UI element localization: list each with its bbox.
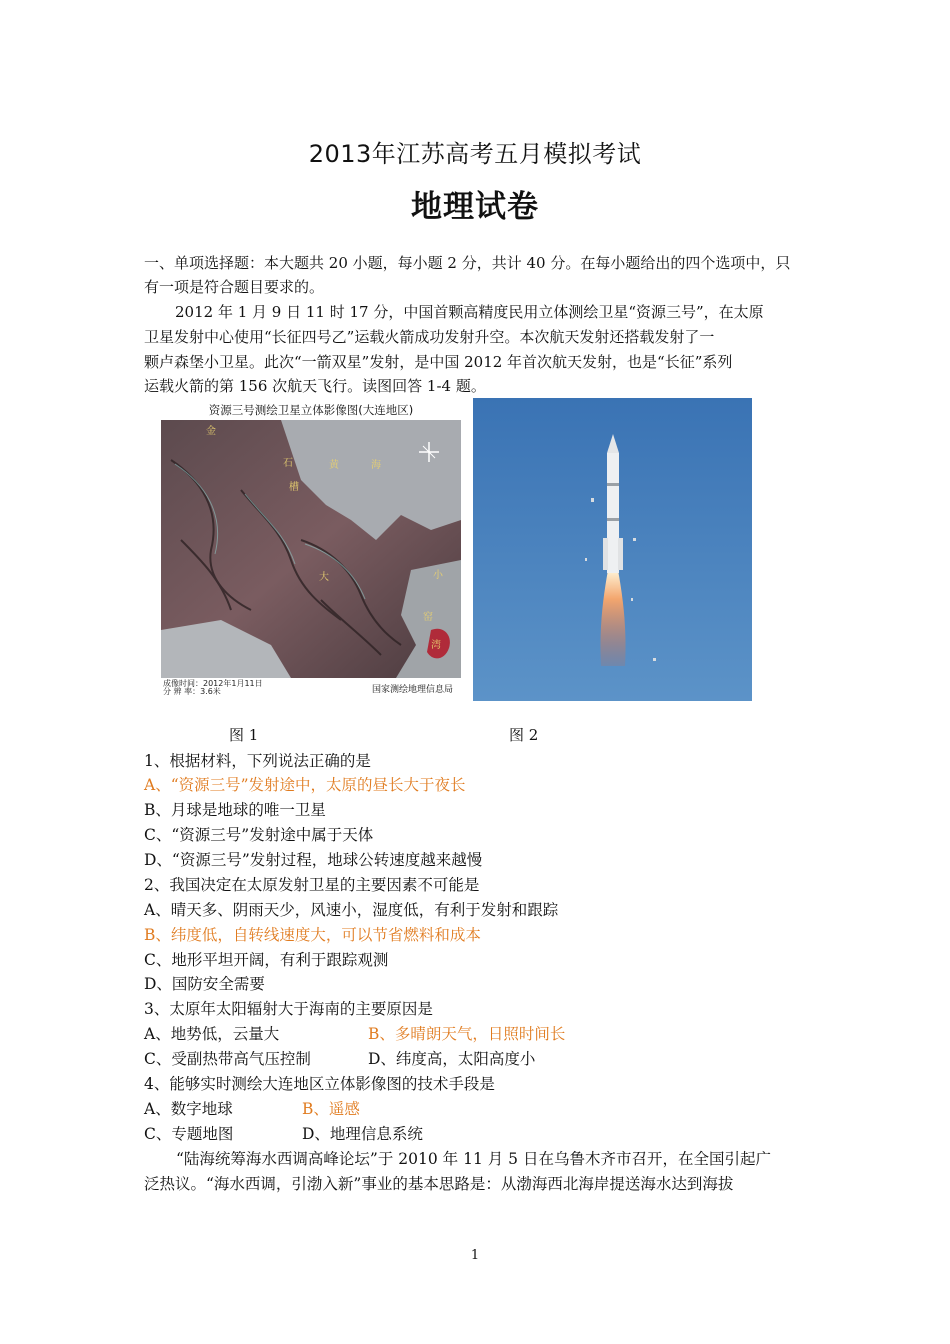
question-stem: 2、我国决定在太原发射卫星的主要因素不可能是 — [144, 876, 480, 894]
map-label: 湾 — [431, 640, 441, 651]
question-stem: 3、太原年太阳辐射大于海南的主要原因是 — [144, 1000, 433, 1018]
satellite-image — [161, 420, 461, 678]
answer-option: D、纬度高，太阳高度小 — [368, 1050, 536, 1068]
passage-line1: 2012 年 1 月 9 日 11 时 17 分，中国首颗高精度民用立体测绘卫星“资源三号”，在太原 — [175, 303, 764, 321]
figure1-satellite-map — [161, 402, 461, 696]
question-stem: 1、根据材料，下列说法正确的是 — [144, 752, 371, 770]
question-stem: 4、能够实时测绘大连地区立体影像图的技术手段是 — [144, 1075, 495, 1093]
answer-option: B、月球是地球的唯一卫星 — [144, 801, 326, 819]
map-label: 金 — [206, 426, 216, 437]
answer-option: C、“资源三号”发射途中属于天体 — [144, 826, 374, 844]
exam-subtitle: 地理试卷 — [411, 189, 539, 225]
figure2-rocket-photo — [473, 398, 752, 701]
answer-option: C、专题地图 — [144, 1125, 234, 1143]
answer-option: B、多晴朗天气，日照时间长 — [368, 1025, 566, 1043]
answer-option: B、遥感 — [302, 1100, 360, 1118]
figure1-resolution-label: 分 辨 率：3.6米 — [163, 687, 221, 696]
figure1-title: 资源三号测绘卫星立体影像图(大连地区) — [208, 403, 414, 417]
passage2-line1: “陆海统筹海水西调高峰论坛”于 2010 年 11 月 5 日在乌鲁木齐市召开，在全国引起广 — [176, 1150, 771, 1168]
section-intro-line1: 一、单项选择题：本大题共 20 小题，每小题 2 分，共计 40 分。在每小题给出的四个选项中，只 — [144, 254, 791, 272]
passage-line2: 卫星发射中心使用“长征四号乙”运载火箭成功发射升空。本次航天发射还搭载发射了一 — [144, 328, 715, 346]
passage-line4: 运载火箭的第 156 次航天飞行。读图回答 1-4 题。 — [144, 377, 486, 395]
answer-option: A、地势低，云量大 — [144, 1025, 280, 1043]
map-label: 石 — [283, 458, 293, 469]
map-label: 海 — [371, 460, 381, 471]
page-number: 1 — [470, 1248, 480, 1263]
answer-option: A、数字地球 — [144, 1100, 233, 1118]
section-intro-line2: 有一项是符合题目要求的。 — [144, 278, 325, 296]
answer-option: C、地形平坦开阔，有利于跟踪观测 — [144, 951, 389, 969]
map-label: 小 — [433, 570, 443, 581]
answer-option: A、晴天多、阴雨天少，风速小，湿度低，有利于发射和跟踪 — [144, 901, 559, 919]
passage2-line2: 泛热议。“海水西调，引渤入新”事业的基本思路是：从渤海西北海岸提送海水达到海拔 — [144, 1175, 734, 1193]
passage-line3: 颗卢森堡小卫星。此次“一箭双星”发射，是中国 2012 年首次航天发射，也是“长征”系列 — [144, 353, 733, 371]
answer-option: D、地理信息系统 — [302, 1125, 423, 1143]
map-label: 槽 — [289, 482, 299, 493]
figure2-caption: 图 2 — [509, 726, 539, 744]
figure1-caption: 图 1 — [229, 726, 259, 744]
exam-title: 2013年江苏高考五月模拟考试 — [308, 140, 642, 168]
map-label: 窑 — [423, 612, 433, 623]
answer-option: C、受副热带高气压控制 — [144, 1050, 311, 1068]
map-label: 黄 — [329, 460, 339, 471]
map-label: 大 — [319, 572, 329, 583]
answer-option: D、“资源三号”发射过程，地球公转速度越来越慢 — [144, 851, 483, 869]
rocket-icon — [607, 453, 619, 573]
figure1-date-label: 成像时间：2012年1月11日 — [163, 679, 263, 688]
answer-option: D、国防安全需要 — [144, 975, 265, 993]
answer-option: B、纬度低，自转线速度大，可以节省燃料和成本 — [144, 926, 481, 944]
figure1-credit: 国家测绘地理信息局 — [371, 685, 453, 695]
answer-option: A、“资源三号”发射途中，太原的昼长大于夜长 — [144, 776, 466, 794]
